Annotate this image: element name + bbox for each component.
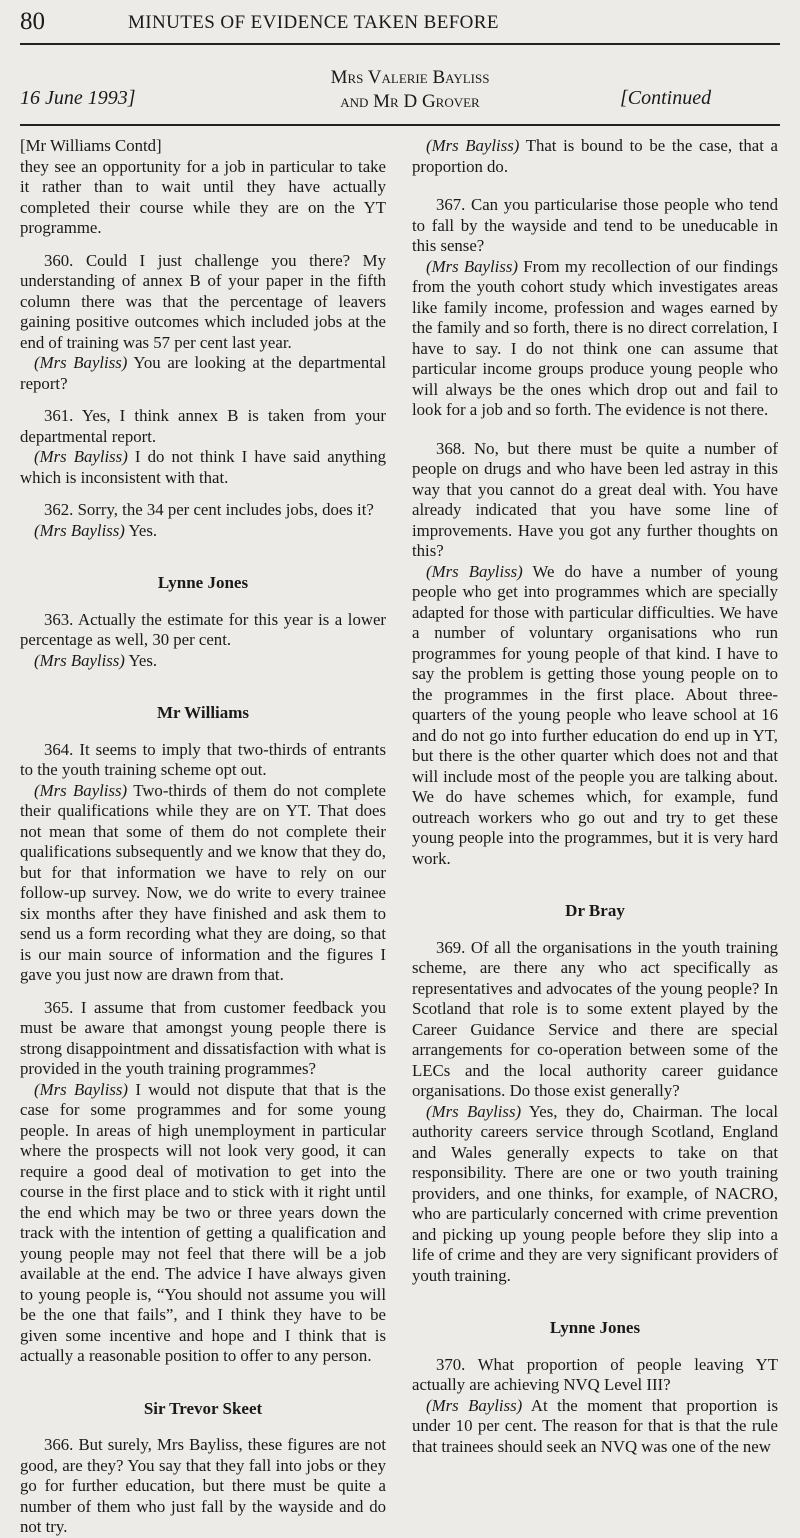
speaker-heading: Sir Trevor Skeet <box>143 1398 263 1418</box>
witness-tag: (Mrs Bayliss) <box>34 447 128 466</box>
answer-362 <box>20 521 386 542</box>
question-362: 362. Sorry, the 34 per cent includes jobs, does it? <box>44 500 374 519</box>
answer-text: Yes, they do, Chairman. The local authority careers service through Scotland, England and Wales generally expects to take on that responsibility. There are one or two youth training providers, and one thinks, for example, of NACRO, who are particularly concerned with crime prevention and picking up young people before they slip into a life of crime and they are very significant providers of youth training. <box>412 1101 778 1285</box>
answer-365 <box>20 1080 386 1367</box>
speaker-heading: Lynne Jones <box>549 1318 641 1337</box>
witness-tag: (Mrs Bayliss) <box>34 520 125 540</box>
answer-text: At the moment that proportion is under 10 per cent. The reason for that is that the rule that trainees should seek an NVQ was one of the new <box>412 1395 778 1456</box>
answer-370 <box>412 1396 778 1458</box>
page-number: 80 <box>20 8 45 35</box>
witness-tag: (Mrs Bayliss) <box>34 353 128 372</box>
section-rule <box>20 124 780 126</box>
header-rule <box>20 43 780 45</box>
question-369: 369. Of all the organisations in the youth training scheme, are there any who act specifically as representatives and advocates of the young people? In Scotland that role is to some extent played by the Career Guidance Service and there are special arrangements for co-operation between some of the LECs and the local authority career guidance organisations. Do those exist generally? <box>412 937 778 1100</box>
question-361: 361. Yes, I think annex B is taken from your departmental report. <box>20 406 386 446</box>
speaker-heading: Lynne Jones <box>157 573 249 592</box>
running-title: MINUTES OF EVIDENCE TAKEN BEFORE <box>128 12 499 33</box>
answer-text: Yes. <box>124 650 158 670</box>
answer-369 <box>412 1102 778 1287</box>
answer-363 <box>20 651 386 672</box>
left-column <box>20 136 386 1538</box>
witness-tag: (Mrs Bayliss) <box>426 256 518 276</box>
continued-label: [Continued <box>620 87 712 109</box>
question-360: 360. Could I just challenge you there? My understanding of annex B of your paper in the fifth column there was that the percentage of leavers gaining positive outcomes which included jobs at the end of training was 57 per cent last year. <box>20 250 386 352</box>
paragraph: they see an opportunity for a job in particular to take it rather than to wait until they have actually completed their course while they are on the YT programme. <box>20 156 386 237</box>
answer-text: I would not dispute that that is the case for some programmes and for some young people. In areas of high unemployment in particular where the prospects will not look very good, it can require a good deal of motivation to get into the course in the first place and to stick with it right until the end which may be two or three years down the track with the intention of getting a qualification and young people may not feel that there will be a job available at the end. The advice I have always given to young people is, “You should not assume you will be the one that fails”, and I think they have to be given some incentive and hope and I think that is actually a reasonable position to offer to any person. <box>20 1079 387 1365</box>
answer-366 <box>412 136 778 177</box>
page-header <box>20 8 780 40</box>
witness-tag: (Mrs Bayliss) <box>426 561 523 581</box>
speaker-heading: Mr Williams <box>156 703 250 722</box>
answer-text: Yes. <box>124 520 158 540</box>
question-366: 366. But surely, Mrs Bayliss, these figures are not good, are they? You say that they fall into jobs or they go for further education, but there must be quite a number of them who just fall by the wayside and do not try. <box>20 1435 386 1536</box>
answer-text: We do have a number of young people who get into programmes which are specially adapted for those with particular difficulties. We have a number of voluntary organisations who run programmes for young people of that kind. I have to say the problem is getting those young people on to the programmes in the first place. About three-quarters of the young people who leave school at 16 and do not go into further education do end up in YT, but there is the other quarter which does not and that will include most of the people you are talking about. We do have schemes which, for example, fund outreach workers who go out and try to get these young people into the programmes, but it is very hard work. <box>412 561 778 868</box>
right-column <box>412 136 778 1457</box>
session-date: 16 June 1993] <box>20 87 136 109</box>
witness-line-1: Mrs Valerie Bayliss <box>330 67 490 88</box>
answer-text: You are looking at the departmental report? <box>20 353 386 393</box>
witness-tag: (Mrs Bayliss) <box>426 1395 523 1415</box>
answer-361 <box>20 447 386 488</box>
speaker-heading: Dr Bray <box>565 901 625 920</box>
witness-tag: (Mrs Bayliss) <box>34 1079 129 1099</box>
question-364: 364. It seems to imply that two-thirds of entrants to the youth training scheme opt out. <box>20 739 386 779</box>
witness-tag: (Mrs Bayliss) <box>426 1101 522 1121</box>
question-365: 365. I assume that from customer feedback you must be aware that amongst young people there is strong disappointment and dissatisfaction with what is provided in the youth training programmes? <box>20 997 386 1078</box>
witnesses <box>320 66 500 114</box>
answer-360 <box>20 353 386 394</box>
question-370: 370. What proportion of people leaving YT actually are achieving NVQ Level III? <box>412 1354 778 1394</box>
witness-line-2: and Mr D Grover <box>340 91 480 112</box>
witness-tag: (Mrs Bayliss) <box>34 650 125 670</box>
question-367: 367. Can you particularise those people who tend to fall by the wayside and tend to be uneducable in this sense? <box>412 195 778 255</box>
answer-text: Two-thirds of them do not complete their qualifications while they are on YT. That does not mean that some of them do not complete their qualifications subsequently and we know that they do, but for that information we have to rely on our follow-up survey. Now, we do write to every trainee six months after they have finished and ask them to send us a form recording what they are doing, so that is our main source of information and the figures I gave you just now are drawn from that. <box>20 780 386 984</box>
answer-368 <box>412 562 778 870</box>
answer-364 <box>20 781 386 986</box>
answer-text: That is bound to be the case, that a proportion do. <box>412 136 778 176</box>
answer-367 <box>412 257 778 421</box>
speaker-continued: [Mr Williams Contd] <box>20 136 162 155</box>
witness-tag: (Mrs Bayliss) <box>34 780 128 800</box>
witness-tag: (Mrs Bayliss) <box>426 136 520 155</box>
question-363: 363. Actually the estimate for this year is a lower percentage as well, 30 per cent. <box>20 609 386 649</box>
answer-text: I do not think I have said anything which is inconsistent with that. <box>20 447 387 487</box>
question-368: 368. No, but there must be quite a number of people on drugs and who have been led astray in this way that you cannot do a great deal with. You have already indicated that you have some line of improvements. Have you got any further thoughts on this? <box>412 438 778 560</box>
answer-text: From my recollection of our findings from the youth cohort study which investigates areas like family income, profession and wages earned by the family and so forth, there is no direct correlation, I have to say. I do not think one can assume that particular income groups produce young people who will always be the ones which drop out and fail to look for a job and so forth. The evidence is not there. <box>412 256 778 419</box>
